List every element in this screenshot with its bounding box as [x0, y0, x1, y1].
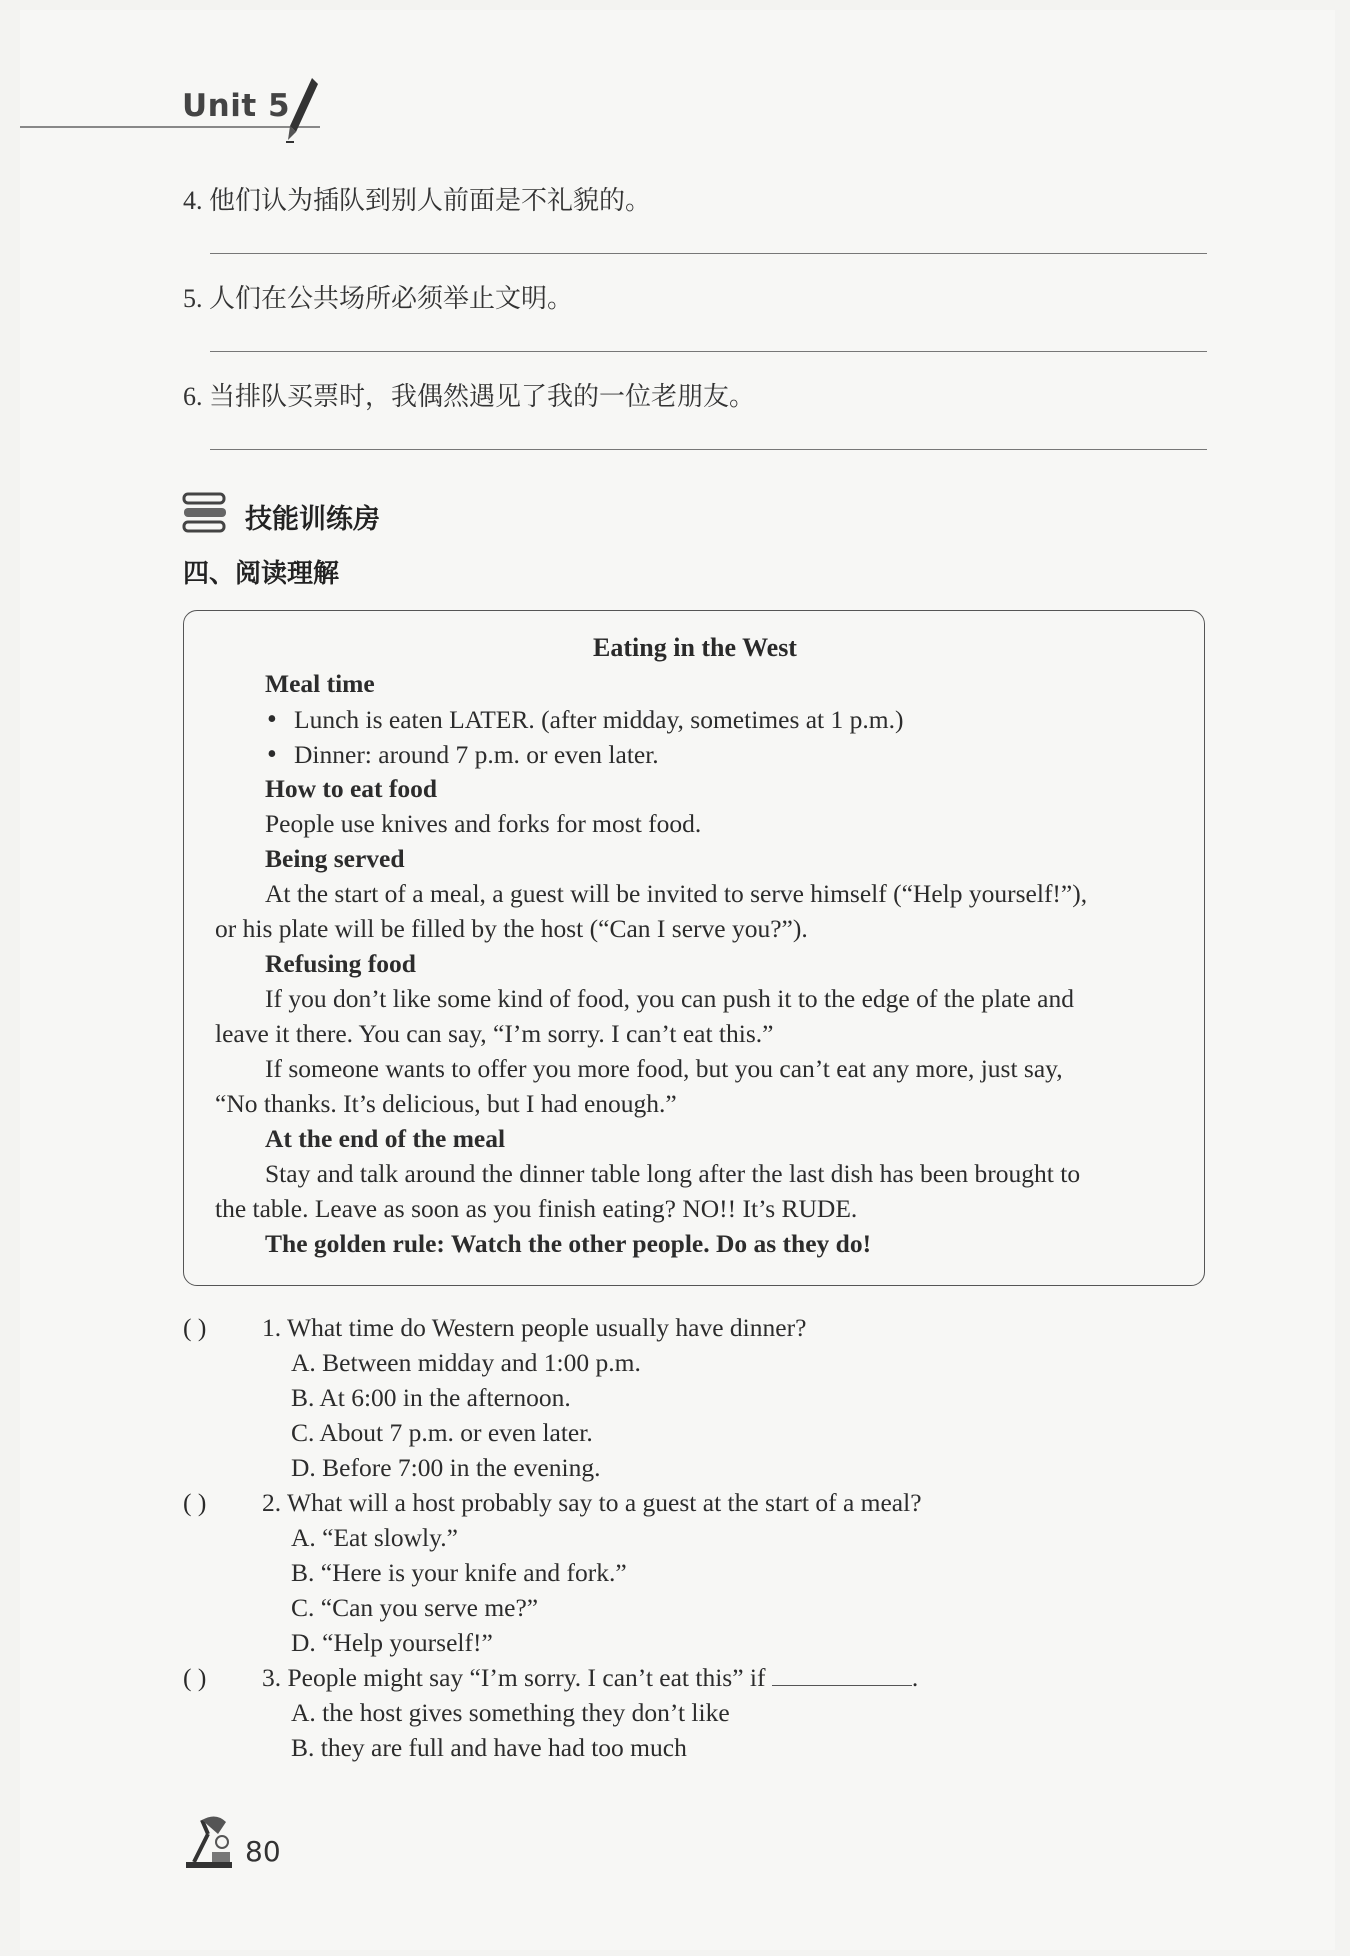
question-2-option-a: A. “Eat slowly.” — [291, 1523, 458, 1552]
question-3-option-b: B. they are full and have had too much — [291, 1733, 687, 1762]
passage-text: At the start of a meal, a guest will be invited to serve himself (“Help yourself!”), — [265, 879, 1088, 908]
question-3-stem-end: . — [911, 1663, 919, 1692]
passage-text: leave it there. You can say, “I’m sorry. I can’t eat this.” — [215, 1019, 774, 1048]
question-3-stem: 3. People might say “I’m sorry. I can’t eat this” if — [262, 1663, 766, 1692]
passage-text: the table. Leave as soon as you finish eating? NO!! It’s RUDE. — [215, 1194, 858, 1223]
answer-bracket-3[interactable]: ( ) — [183, 1663, 207, 1692]
passage-text: Stay and talk around the dinner table long after the last dish has been brought to — [265, 1159, 1081, 1188]
answer-line-5[interactable] — [210, 351, 1207, 352]
passage-text: If you don’t like some kind of food, you can push it to the edge of the plate and — [265, 984, 1074, 1013]
passage-bullet-lunch: • Lunch is eaten LATER. (after midday, sometimes at 1 p.m.) — [267, 704, 903, 736]
answer-bracket-2[interactable]: ( ) — [183, 1488, 207, 1517]
translation-item-6: 6. 当排队买票时，我偶然遇见了我的一位老朋友。 — [183, 382, 756, 411]
passage-heading-refusing-food: Refusing food — [265, 949, 416, 978]
answer-line-4[interactable] — [210, 253, 1207, 254]
question-2-option-d: D. “Help yourself!” — [291, 1628, 493, 1657]
question-2-option-c: C. “Can you serve me?” — [291, 1593, 539, 1622]
question-3-option-a: A. the host gives something they don’t like — [291, 1698, 730, 1727]
answer-bracket-1[interactable]: ( ) — [183, 1313, 207, 1342]
reading-passage-box — [183, 610, 1205, 1286]
fill-in-blank[interactable] — [772, 1663, 912, 1686]
translation-item-4: 4. 他们认为插队到别人前面是不礼貌的。 — [183, 186, 652, 215]
page-number: 80 — [245, 1835, 281, 1868]
passage-heading-meal-time: Meal time — [265, 669, 375, 698]
question-1-option-a: A. Between midday and 1:00 p.m. — [291, 1348, 641, 1377]
pen-icon — [282, 76, 322, 146]
unit-label: Unit 5 — [182, 88, 291, 124]
passage-heading-being-served: Being served — [265, 844, 405, 873]
passage-golden-rule: The golden rule: Watch the other people. Do as they do! — [265, 1229, 872, 1258]
passage-text: “No thanks. It’s delicious, but I had enough.” — [215, 1089, 677, 1118]
passage-title: Eating in the West — [593, 633, 797, 662]
question-3-stem-row — [262, 1663, 918, 1693]
question-1-option-b: B. At 6:00 in the afternoon. — [291, 1383, 571, 1412]
passage-text: People use knives and forks for most food. — [265, 809, 702, 838]
answer-line-6[interactable] — [210, 449, 1207, 450]
book-stack-icon — [182, 492, 228, 534]
translation-item-5: 5. 人们在公共场所必须举止文明。 — [183, 284, 574, 313]
question-1-stem: 1. What time do Western people usually have dinner? — [262, 1313, 807, 1342]
question-1-option-c: C. About 7 p.m. or even later. — [291, 1418, 593, 1447]
question-1-option-d: D. Before 7:00 in the evening. — [291, 1453, 601, 1482]
question-2-option-b: B. “Here is your knife and fork.” — [291, 1558, 627, 1587]
question-2-stem: 2. What will a host probably say to a guest at the start of a meal? — [262, 1488, 922, 1517]
subsection-title: 四、阅读理解 — [183, 559, 340, 589]
reading-lamp-icon — [182, 1812, 238, 1872]
passage-heading-end-of-meal: At the end of the meal — [265, 1124, 506, 1153]
header-rule — [20, 126, 320, 128]
passage-text: or his plate will be filled by the host (“Can I serve you?”). — [215, 914, 808, 943]
passage-text: If someone wants to offer you more food, but you can’t eat any more, just say, — [265, 1054, 1063, 1083]
passage-heading-how-to-eat: How to eat food — [265, 774, 438, 803]
section-title: 技能训练房 — [245, 504, 380, 535]
passage-bullet-dinner: • Dinner: around 7 p.m. or even later. — [267, 739, 659, 771]
